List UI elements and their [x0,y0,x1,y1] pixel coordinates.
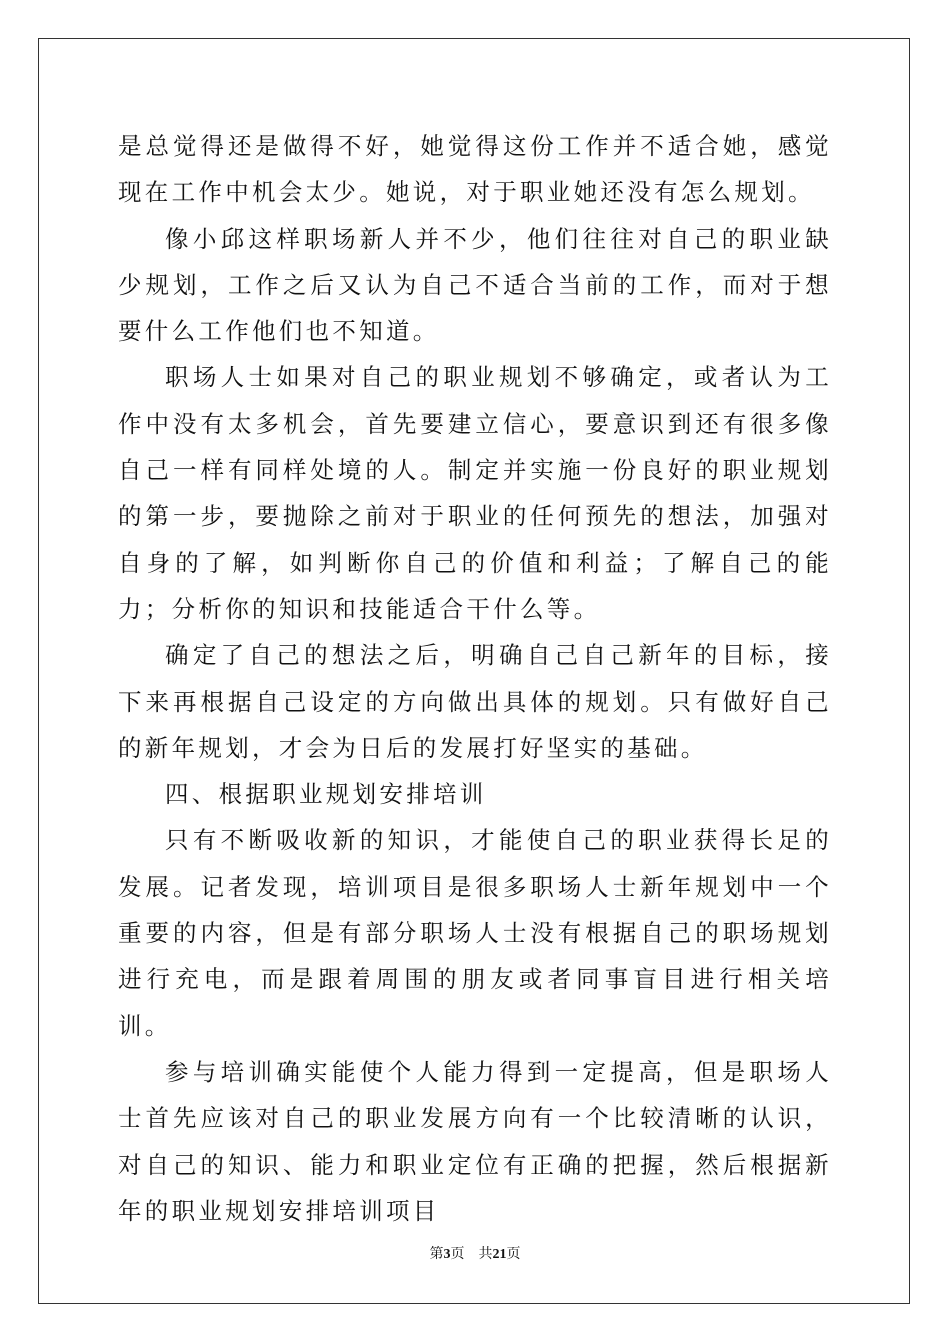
paragraph-6: 只有不断吸收新的知识，才能使自己的职业获得长足的发展。记者发现，培训项目是很多职场人士新年规划中一个重要的内容，但是有部分职场人士没有根据自己的职场规划进行充电，而是跟着周围的朋友或者同事盲目进行相关培训。 [118,826,832,1040]
total-prefix: 共 [478,1246,493,1262]
paragraph-1: 是总觉得还是做得不好，她觉得这份工作并不适合她，感觉现在工作中机会太少。她说，对于职业她还没有怎么规划。 [118,132,832,207]
page-prefix: 第 [429,1246,444,1262]
paragraph-7: 参与培训确实能使个人能力得到一定提高，但是职场人士首先应该对自己的职业发展方向有一个比较清晰的认识，对自己的知识、能力和职业定位有正确的把握，然后根据新年的职业规划安排培训项目 [118,1057,832,1225]
section-heading: 四、根据职业规划安排培训 [165,780,487,809]
paragraph-2: 像小邱这样职场新人并不少，他们往往对自己的职业缺少规划，工作之后又认为自己不适合当前的工作，而对于想要什么工作他们也不知道。 [118,224,832,346]
total-suffix: 页 [506,1246,521,1262]
paragraph-3: 职场人士如果对自己的职业规划不够确定，或者认为工作中没有太多机会，首先要建立信心，要意识到还有很多像自己一样有同样处境的人。制定并实施一份良好的职业规划的第一步，要抛除之前对于职业的任何预先的想法，加强对自身的了解，如判断你自己的价值和利益；了解自己的能力；分析你的知识和技能适合干什么等。 [118,363,832,623]
total-pages: 21 [492,1247,507,1262]
page-suffix: 页 [450,1246,465,1262]
page-footer [0,1245,950,1264]
page-number: 3 [443,1247,451,1262]
paragraph-4: 确定了自己的想法之后，明确自己自己新年的目标，接下来再根据自己设定的方向做出具体的规划。只有做好自己的新年规划，才会为日后的发展打好坚实的基础。 [118,641,832,762]
document-body [118,123,832,1234]
